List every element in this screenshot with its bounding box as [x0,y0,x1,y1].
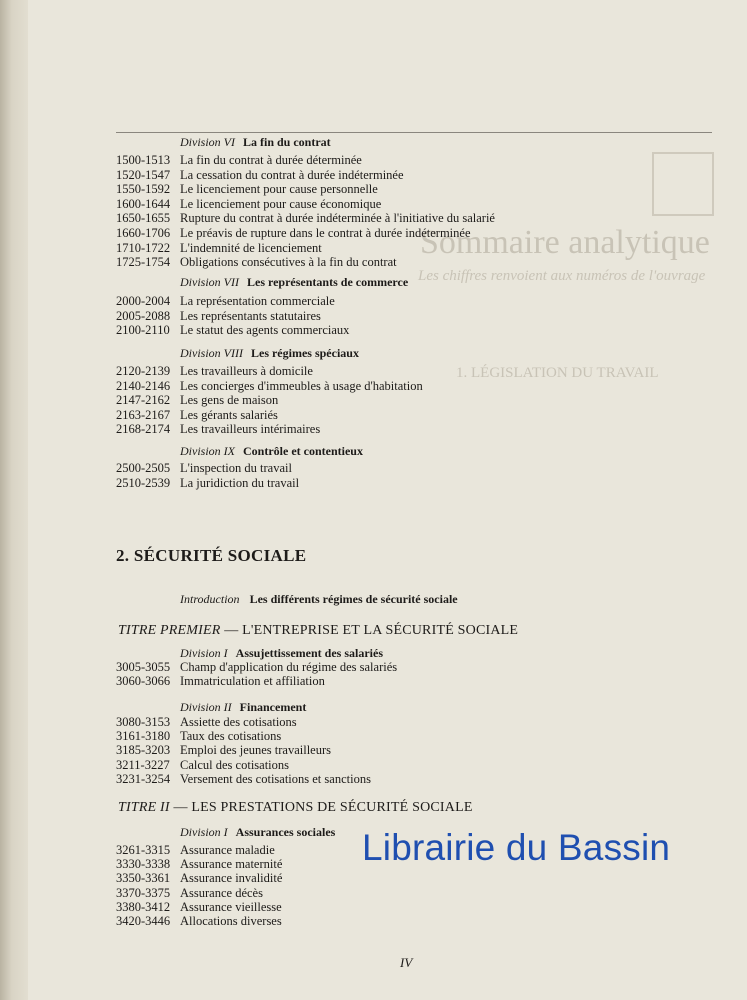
entry-title: La représentation commerciale [180,294,335,308]
paragraph-range: 1725-1754 [116,255,171,270]
section-2-title: 2. SÉCURITÉ SOCIALE [116,546,307,565]
paragraph-range: 3005-3055 [116,660,171,674]
entry-title: Assurance maternité [180,857,283,872]
entry-title: Assiette des cotisations [180,715,297,729]
s2-division-ii-heading [180,700,306,715]
titre-label: TITRE PREMIER [118,623,221,638]
show-through-section: 1. LÉGISLATION DU TRAVAIL [456,365,659,381]
entry-title: Champ d'application du régime des salariés [180,660,398,674]
paragraph-range: 2140-2146 [116,378,171,393]
show-through-title: Sommaire analytique [420,224,710,261]
division-viii-heading [180,346,359,361]
paragraph-range: 3080-3153 [116,715,171,729]
titre-text: — LES PRESTATIONS DE SÉCURITÉ SOCIALE [169,800,473,815]
division-label: Division II [180,700,232,714]
paragraph-range: 3330-3338 [116,857,171,872]
bookseller-watermark: Librairie du Bassin [362,827,671,868]
entry-title: Les travailleurs à domicile [180,364,313,378]
paragraph-range: 1520-1547 [116,167,171,182]
entry-title: Taux des cotisations [180,729,282,744]
entry-title: Assurance vieillesse [180,899,282,914]
paragraph-range: 2000-2004 [116,294,171,308]
division-ix-heading [180,444,363,459]
entry-title: Assurance maladie [180,843,275,857]
entry-title: L'indemnité de licenciement [180,240,322,255]
division-vii-heading [180,275,408,290]
entry-title: L'inspection du travail [180,461,292,475]
entry-title: Le licenciement pour cause personnelle [180,182,378,197]
paragraph-range: 2100-2110 [116,323,170,338]
introduction-label: Introduction [180,592,240,606]
entry-title: Les concierges d'immeubles à usage d'habitation [180,378,423,393]
titre-ii-heading [118,800,473,816]
paragraph-range: 1660-1706 [116,226,171,240]
paragraph-range: 1600-1644 [116,196,171,211]
show-through-box [652,152,714,216]
paragraph-range: 1650-1655 [116,211,171,226]
entry-title: Obligations consécutives à la fin du contrat [180,255,397,270]
paragraph-range: 3211-3227 [116,757,170,772]
paragraph-range: 1550-1592 [116,182,171,197]
division-title: Financement [239,700,307,714]
division-label: Division VII [180,275,239,289]
entry-title: Assurance invalidité [180,871,283,886]
entry-title: Le licenciement pour cause économique [180,196,382,211]
entry-title: Allocations diverses [180,914,282,928]
entry-title: Le préavis de rupture dans le contrat à durée indéterminée [180,226,471,240]
book-binding-shadow [0,0,30,1000]
paragraph-range: 3161-3180 [116,729,171,744]
paragraph-range: 2163-2167 [116,407,171,422]
paragraph-range: 3350-3361 [116,871,171,886]
paragraph-range: 1500-1513 [116,153,171,167]
show-through-subtitle: Les chiffres renvoient aux numéros de l'ouvrage [418,268,706,284]
division-title: Assurances sociales [235,825,336,839]
division-title: Les régimes spéciaux [250,346,359,360]
titre-ii-division-i-heading [180,825,335,840]
paragraph-range: 2500-2505 [116,461,171,475]
titre-text: — L'ENTREPRISE ET LA SÉCURITÉ SOCIALE [220,623,519,638]
entry-title: Les gérants salariés [180,407,278,422]
entry-title: Le statut des agents commerciaux [180,323,350,338]
division-label: Division I [180,825,228,839]
titre-premier-heading [118,623,518,639]
paragraph-range: 2147-2162 [116,393,171,408]
introduction-heading [180,592,458,607]
entry-title: Les représentants statutaires [180,308,321,323]
entry-title: La juridiction du travail [180,475,300,490]
division-title: Les représentants de commerce [247,275,409,289]
paragraph-range: 3231-3254 [116,771,171,786]
top-rule [116,132,712,133]
division-title: Assujettissement des salariés [235,646,383,660]
page-number: IV [400,955,413,970]
titre-label: TITRE II [118,800,170,815]
paragraph-range: 2168-2174 [116,422,171,437]
entry-title: La cessation du contrat à durée indéterminée [180,167,404,182]
division-label: Division VI [180,135,235,149]
entry-title: Assurance décès [180,885,263,900]
entry-title: Rupture du contrat à durée indéterminée à l'initiative du salarié [180,211,495,226]
paragraph-range: 3370-3375 [116,885,171,900]
paragraph-range: 3380-3412 [116,899,171,914]
entry-title: Les travailleurs intérimaires [180,422,321,437]
division-label: Division VIII [180,346,243,360]
entry-title: Versement des cotisations et sanctions [180,771,371,786]
division-title: La fin du contrat [243,135,331,149]
division-label: Division IX [180,444,235,458]
entry-title: Emploi des jeunes travailleurs [180,743,332,758]
paragraph-range: 2120-2139 [116,364,171,378]
introduction-title: Les différents régimes de sécurité sociale [249,592,458,606]
paragraph-range: 3261-3315 [116,843,171,857]
paragraph-range: 2510-2539 [116,475,171,490]
division-vi-heading [180,135,331,150]
paragraph-range: 1710-1722 [116,240,171,255]
division-title: Contrôle et contentieux [243,444,363,458]
entry-title: Calcul des cotisations [180,757,290,772]
paragraph-range: 3420-3446 [116,914,171,928]
paragraph-range: 3060-3066 [116,674,171,688]
entry-title: Les gens de maison [180,393,279,408]
paragraph-range: 3185-3203 [116,743,171,758]
s2-division-i-heading [180,646,383,661]
entry-title: Immatriculation et affiliation [180,674,325,688]
entry-title: La fin du contrat à durée déterminée [180,153,362,167]
paragraph-range: 2005-2088 [116,308,171,323]
division-label: Division I [180,646,228,660]
